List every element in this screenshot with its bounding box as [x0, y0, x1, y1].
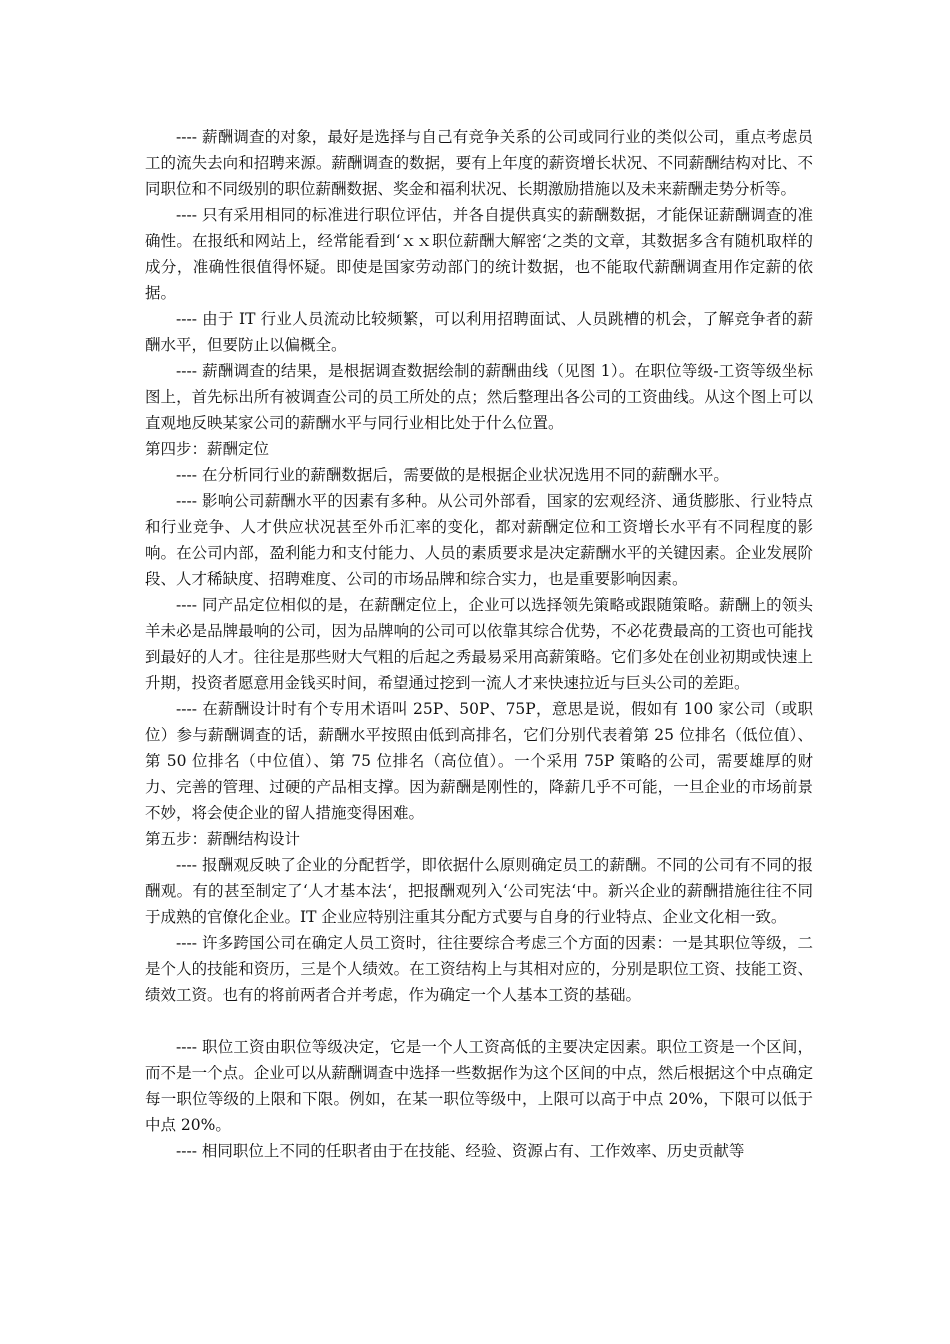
paragraph-position-pay: ---- 职位工资由职位等级决定，它是一个人工资高低的主要决定因素。职位工资是一个区间，而不是一个点。企业可以从薪酬调查中选择一些数据作为这个区间的中点，然后根据这个中点确定每一职位等级的上限和下限。例如，在某一职位等级中，上限可以高于中点 20%，下限可以低于中点 20%。 — [145, 1038, 813, 1134]
paragraph-survey-targets: ---- 薪酬调查的对象，最好是选择与自己有竞争关系的公司或同行业的类似公司，重点考虑员工的流失去向和招聘来源。薪酬调查的数据，要有上年度的薪资增长状况、不同薪酬结构对比、不同职位和不同级别的职位薪酬数据、奖金和福利状况、长期激励措施以及未来薪酬走势分析等。 — [145, 128, 813, 198]
paragraph-percentile-terms: ---- 在薪酬设计时有个专用术语叫 25P、50P、75P，意思是说，假如有 100 家公司（或职位）参与薪酬调查的话，薪酬水平按照由低到高排名，它们分别代表着第 25 位排名（低位值）、第 50 位排名（中位值）、第 75 位排名（高位值）。一个采用 75P 策略的公司，需要雄厚的财力、完善的管理、过硬的产品相支撑。因为薪酬是刚性的，降薪几乎不可能，一旦企业的市场前景不妙，将会使企业的留人措施变得困难。 — [145, 700, 813, 822]
paragraph-same-position: ---- 相同职位上不同的任职者由于在技能、经验、资源占有、工作效率、历史贡献等 — [176, 1142, 745, 1160]
paragraph-select-level: ---- 在分析同行业的薪酬数据后，需要做的是根据企业状况选用不同的薪酬水平。 — [176, 466, 729, 484]
document-body — [145, 124, 813, 1164]
section-heading-step-five: 第五步：薪酬结构设计 — [145, 830, 301, 848]
paragraph-survey-accuracy: ---- 只有采用相同的标准进行职位评估，并各自提供真实的薪酬数据，才能保证薪酬调查的准确性。在报纸和网站上，经常能看到‘ｘｘ职位薪酬大解密‘之类的文章，其数据多含有随机取样的成分，准确性很值得怀疑。即使是国家劳动部门的统计数据，也不能取代薪酬调查用作定薪的依据。 — [145, 206, 813, 302]
paragraph-lead-or-follow: ---- 同产品定位相似的是，在薪酬定位上，企业可以选择领先策略或跟随策略。薪酬上的领头羊未必是品牌最响的公司，因为品牌响的公司可以依靠其综合优势，不必花费最高的工资也可能找到最好的人才。往往是那些财大气粗的后起之秀最易采用高薪策略。它们多处在创业初期或快速上升期，投资者愿意用金钱买时间，希望通过挖到一流人才来快速拉近与巨头公司的差距。 — [145, 596, 813, 692]
paragraph-it-turnover: ---- 由于 IT 行业人员流动比较频繁，可以利用招聘面试、人员跳槽的机会，了解竞争者的薪酬水平，但要防止以偏概全。 — [145, 310, 813, 354]
section-heading-step-four: 第四步：薪酬定位 — [145, 440, 270, 458]
paragraph-pay-philosophy: ---- 报酬观反映了企业的分配哲学，即依据什么原则确定员工的薪酬。不同的公司有不同的报酬观。有的甚至制定了‘人才基本法‘，把报酬观列入‘公司宪法‘中。新兴企业的薪酬措施往往不同于成熟的官僚化企业。IT 企业应特别注重其分配方式要与自身的行业特点、企业文化相一致。 — [145, 856, 813, 926]
paragraph-influencing-factors: ---- 影响公司薪酬水平的因素有多种。从公司外部看，国家的宏观经济、通货膨胀、行业特点和行业竞争、人才供应状况甚至外币汇率的变化，都对薪酬定位和工资增长水平有不同程度的影响。在公司内部，盈利能力和支付能力、人员的素质要求是决定薪酬水平的关键因素。企业发展阶段、人才稀缺度、招聘难度、公司的市场品牌和综合实力，也是重要影响因素。 — [145, 492, 813, 588]
paragraph-survey-results: ---- 薪酬调查的结果，是根据调查数据绘制的薪酬曲线（见图 1）。在职位等级-工资等级坐标图上，首先标出所有被调查公司的员工所处的点；然后整理出各公司的工资曲线。从这个图上可以直观地反映某家公司的薪酬水平与同行业相比处于什么位置。 — [145, 362, 813, 432]
blank-line — [145, 1008, 813, 1034]
paragraph-three-factors: ---- 许多跨国公司在确定人员工资时，往往要综合考虑三个方面的因素：一是其职位等级，二是个人的技能和资历，三是个人绩效。在工资结构上与其相对应的，分别是职位工资、技能工资、绩效工资。也有的将前两者合并考虑，作为确定一个人基本工资的基础。 — [145, 934, 813, 1004]
